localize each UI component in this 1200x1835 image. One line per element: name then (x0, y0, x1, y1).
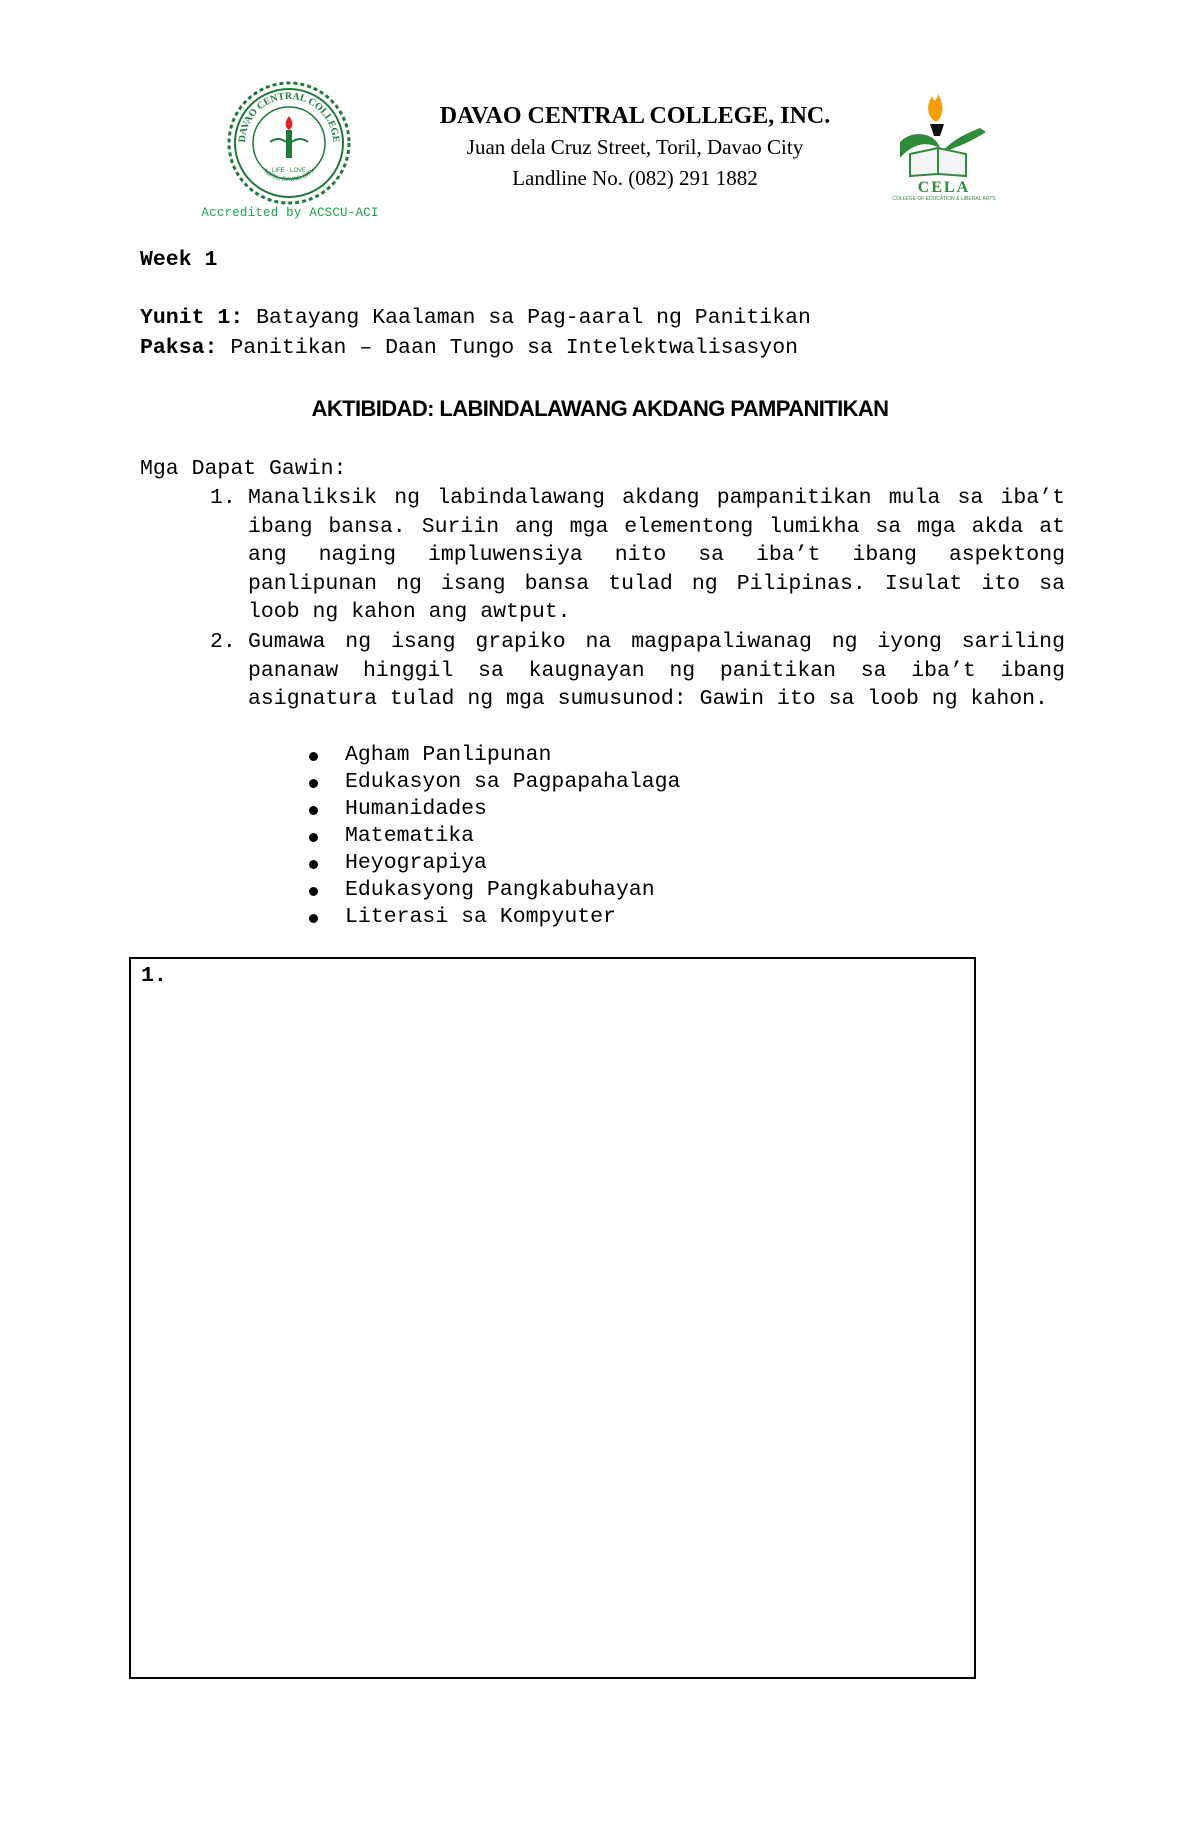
yunit-line (140, 304, 811, 333)
cela-logo-text: CELA (917, 179, 971, 196)
bullet-icon (309, 833, 318, 842)
bullet-icon (309, 779, 318, 788)
paksa-line (140, 334, 798, 363)
cela-logo-subtext: COLLEGE OF EDUCATION & LIBERAL ARTS (892, 196, 996, 202)
bullet-icon (309, 860, 318, 869)
school-address: Juan dela Cruz Street, Toril, Davao City (466, 135, 804, 159)
activity-title: AKTIBIDAD: LABINDALAWANG AKDANG PAMPANITIKAN (311, 396, 889, 421)
school-landline: Landline No. (082) 291 1882 (512, 166, 758, 190)
school-header (380, 100, 890, 194)
subject-item: Humanidades (307, 796, 680, 823)
instruction-text: Gumawa ng isang grapiko na magpapaliwanag ng iyong sariling pananaw hinggil sa kaugnayan ng panitikan sa iba’t ibang asignatura tulad ng mga sumusunod: Gawin ito sa loob ng kahon. (248, 630, 1065, 712)
bullet-icon (309, 806, 318, 815)
school-name: DAVAO CENTRAL COLLEGE, INC. (439, 103, 831, 129)
bullet-icon (309, 752, 318, 761)
bullet-icon (309, 914, 318, 923)
cela-logo (880, 88, 1008, 203)
paksa-label: Paksa: (140, 336, 218, 360)
instruction-item-2 (210, 628, 1065, 714)
seal-name-text: DAVAO CENTRAL COLLEGE (236, 90, 342, 143)
instruction-number: 2. (210, 630, 236, 654)
answer-box-label: 1. (141, 964, 167, 988)
subject-item: Literasi sa Kompyuter (307, 904, 680, 931)
subject-list (307, 742, 680, 931)
yunit-label: Yunit 1: (140, 306, 244, 330)
seal-city-text: TORIL, DAVAO CITY (261, 168, 317, 184)
subject-item: Agham Panlipunan (307, 742, 680, 769)
subject-item: Matematika (307, 823, 680, 850)
week-label: Week 1 (140, 248, 218, 272)
bullet-icon (309, 887, 318, 896)
yunit-value: Batayang Kaalaman sa Pag-aaral ng Panitikan (243, 306, 811, 330)
instruction-item-1 (210, 484, 1065, 627)
instruction-number: 1. (210, 486, 236, 510)
instruction-text: Manaliksik ng labindalawang akdang pampanitikan mula sa iba’t ibang bansa. Suriin ang mga elementong lumikha sa mga akda at ang naging impluwensiya nito sa iba’t ibang aspektong panlipunan ng isang bansa tulad ng Pilipinas. Isulat ito sa loob ng kahon ang awtput. (248, 486, 1065, 625)
accreditation-note: Accredited by ACSCU-ACI (201, 206, 379, 220)
seal-motto-text: LIFE · LOVE (271, 168, 307, 174)
answer-box[interactable] (129, 957, 976, 1679)
paksa-value: Panitikan – Daan Tungo sa Intelektwalisasyon (217, 336, 799, 360)
subject-item: Heyograpiya (307, 850, 680, 877)
subject-item: Edukasyon sa Pagpapahalaga (307, 769, 680, 796)
subject-item: Edukasyong Pangkabuhayan (307, 877, 680, 904)
school-seal-logo (226, 80, 352, 206)
instructions-heading: Mga Dapat Gawin: (140, 457, 347, 481)
